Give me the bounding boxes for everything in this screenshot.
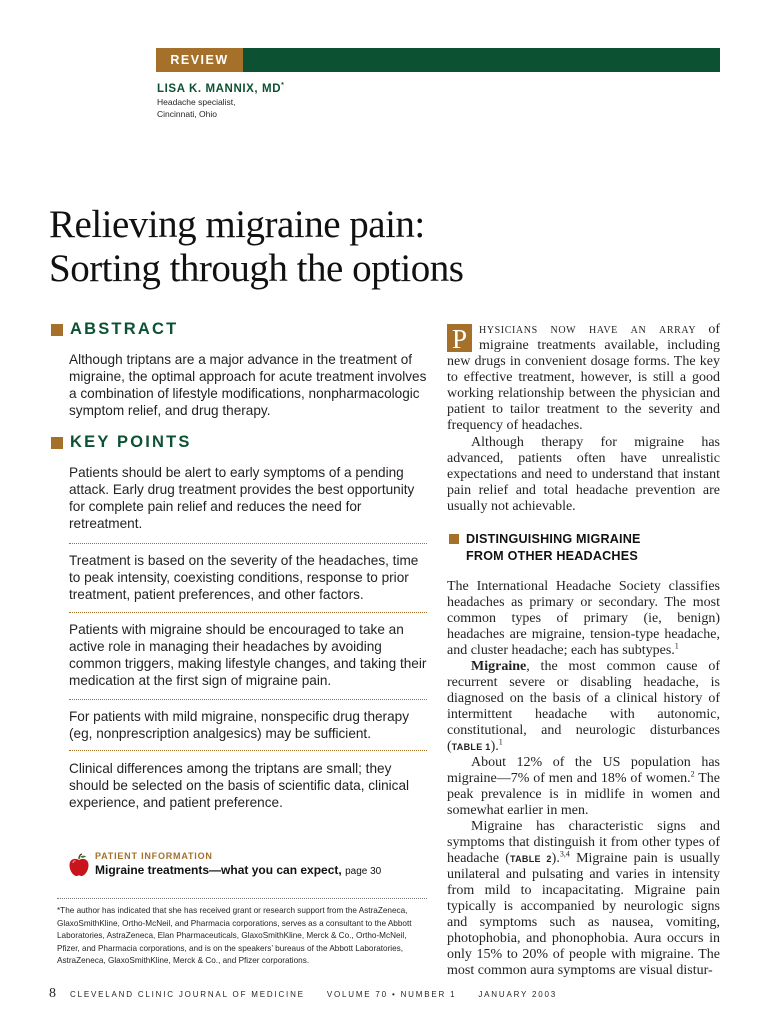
page-footer bbox=[49, 986, 557, 1002]
p5-rest: The peak prevalence is in midlife in women and somewhat earlier in men. bbox=[447, 771, 720, 818]
author-role: Headache specialist, bbox=[157, 97, 236, 107]
page-number: 8 bbox=[49, 986, 56, 1001]
section-subheading bbox=[449, 531, 641, 565]
patient-info-title: Migraine treatments—what you can expect, bbox=[95, 863, 342, 877]
section-square-icon bbox=[51, 324, 63, 336]
key-point-item: Clinical differences among the triptans are small; they should be selected on the basis of scientific data, clinical experience, and patient preference. bbox=[69, 761, 410, 810]
abstract-heading bbox=[51, 320, 178, 339]
body-paragraph bbox=[447, 659, 720, 755]
subheading-line-2: FROM OTHER HEADACHES bbox=[466, 549, 638, 563]
p6-text: Migraine has characteristic signs and symptoms that distinguish it from other types of headache ( bbox=[447, 819, 720, 866]
journal-name: CLEVELAND CLINIC JOURNAL OF MEDICINE bbox=[70, 990, 305, 999]
journal-volume: VOLUME 70 • NUMBER 1 bbox=[326, 990, 457, 999]
body-continued bbox=[447, 659, 720, 979]
citation-ref[interactable]: 1 bbox=[498, 737, 503, 747]
patient-info-page: page 30 bbox=[345, 866, 382, 877]
table-2-ref[interactable]: TABLE 2 bbox=[509, 854, 552, 864]
key-point-item: Patients should be alert to early symptoms of a pending attack. Early drug treatment provides the best opportunity for complete pain relief and reduces the need for retreatment. bbox=[69, 465, 415, 531]
p6-rest: Migraine pain is usually unilateral and pulsating and varies in intensity from mild to incapacitating. Migraine pain typically is accompanied by neurologic signs and symptoms such as nausea, vomiting, photophobia, and phonophobia. Aura occurs in only 15% to 20% of people with migraine. The most common aura symptoms are visual distur- bbox=[447, 851, 721, 978]
journal-date: JANUARY 2003 bbox=[478, 990, 558, 999]
key-point-divider bbox=[69, 612, 427, 613]
citation-ref[interactable]: 2 bbox=[690, 769, 695, 779]
title-line-1: Relieving migraine pain: bbox=[49, 203, 425, 246]
p5-text: About 12% of the US population has migraine—7% of men and 18% of women. bbox=[447, 755, 720, 786]
author-location: Cincinnati, Ohio bbox=[157, 109, 218, 119]
intro-lead-in: hysicians now have an array bbox=[479, 322, 697, 337]
key-point-item: For patients with mild migraine, nonspecific drug therapy (eg, nonprescription analgesics) may be sufficient. bbox=[69, 709, 410, 741]
p6-mid: ). bbox=[551, 851, 560, 866]
key-point-divider bbox=[69, 699, 427, 700]
patient-info-label: PATIENT INFORMATION bbox=[95, 851, 213, 861]
p3-text: The International Headache Society classifies headaches as primary or secondary. The most common types of primary (ie, benign) headaches are migraine, tension-type headache, and cluster headache; each has subtypes. bbox=[447, 579, 720, 658]
review-tag: REVIEW bbox=[156, 48, 243, 72]
key-point-divider bbox=[69, 543, 427, 544]
key-point-item: Treatment is based on the severity of the headaches, time to peak intensity, coexisting conditions, response to prior treatment, patient preferences, and other factors. bbox=[69, 553, 419, 602]
author-disclosure-footnote: *The author has indicated that she has received grant or research support from the AstraZeneca, GlaxoSmithKline, Ortho-McNeil, and Pharmacia corporations, serves as a consultant to the Abbott Laboratories, AstraZeneca, Elan Pharmaceuticals, GlaxoSmithKline, Merck & Co., Ortho-McNeil, Pfizer, and Pharmacia corporations, and is on the speakers’ bureaus of the Abbott Laboratories, AstraZeneca, GlaxoSmithKline, Merck & Co., and Pfizer corporations. bbox=[57, 898, 427, 968]
apple-icon bbox=[67, 853, 91, 877]
key-points-heading bbox=[51, 433, 192, 452]
key-point-item: Patients with migraine should be encouraged to take an active role in managing their headaches by avoiding common triggers, making lifestyle changes, and taking their medication at the first sign of migraine pain. bbox=[69, 622, 427, 688]
body-paragraph bbox=[447, 819, 720, 979]
review-header-bar bbox=[243, 48, 720, 72]
p4-end: ). bbox=[490, 739, 499, 754]
subheading-line-1: DISTINGUISHING MIGRAINE bbox=[466, 532, 641, 546]
body-paragraph bbox=[447, 755, 720, 819]
author-name: LISA K. MANNIX, MD* bbox=[157, 82, 285, 95]
author-footnote-mark: * bbox=[281, 82, 285, 89]
intro-text: of migraine treatments available, including new drugs in convenient dosage forms. The key to effective treatment, however, is still a good working relationship between the physician and patient to tailor treatment to the severity and frequency of headaches. bbox=[447, 322, 720, 433]
dropcap-letter: P bbox=[447, 324, 472, 352]
body-paragraph bbox=[447, 579, 720, 659]
abstract-heading-label: ABSTRACT bbox=[70, 320, 179, 338]
abstract-text: Although triptans are a major advance in the treatment of migraine, the optimal approach for acute treatment involves a combination of lifestyle modifications, nonpharmacologic symptom relief, and drug therapy. bbox=[69, 352, 427, 418]
title-line-2: Sorting through the options bbox=[49, 247, 464, 290]
table-1-ref[interactable]: TABLE 1 bbox=[451, 742, 491, 752]
body-paragraph-intro bbox=[447, 322, 720, 434]
section-square-icon bbox=[449, 534, 459, 544]
section-square-icon bbox=[51, 437, 63, 449]
citation-ref[interactable]: 1 bbox=[674, 641, 679, 651]
term-migraine: Migraine bbox=[471, 659, 527, 674]
patient-info-link[interactable] bbox=[95, 863, 381, 877]
citation-ref[interactable]: 3,4 bbox=[559, 849, 570, 859]
article-title bbox=[49, 203, 689, 291]
p4-text: , the most common cause of recurrent severe or disabling headache, is diagnosed on the basis of a clinical history of intermittent headache with autonomic, constitutional, and neurologic disturbances ( bbox=[447, 659, 720, 754]
key-points-heading-label: KEY POINTS bbox=[70, 433, 192, 451]
key-point-divider bbox=[69, 750, 427, 751]
body-paragraph: Although therapy for migraine has advanced, patients often have unrealistic expectations and need to understand that instant pain relief and total headache prevention are usually not achievable. bbox=[447, 435, 720, 514]
